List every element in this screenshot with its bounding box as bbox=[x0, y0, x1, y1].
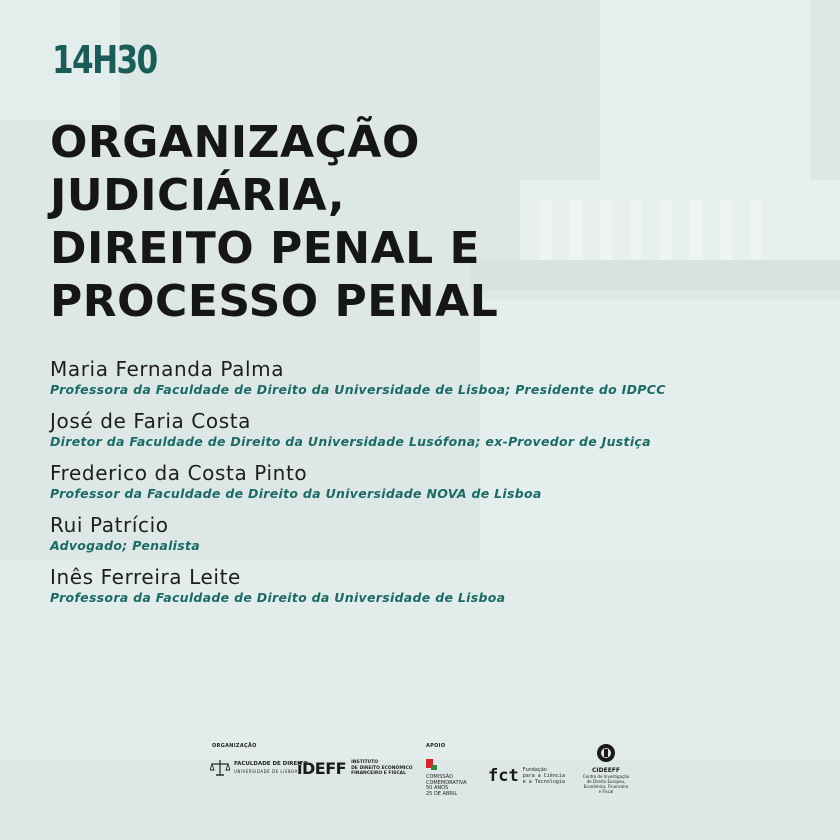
speaker-item bbox=[50, 512, 666, 554]
ideff-line: FINANCEIRO E FISCAL bbox=[351, 771, 407, 777]
speaker-item bbox=[50, 408, 666, 450]
speaker-role: Diretor da Faculdade de Direito da Universidade Lusófona; ex-Provedor de Justiça bbox=[50, 434, 651, 449]
cideeff-emblem-icon bbox=[576, 743, 636, 763]
speaker-role: Advogado; Penalista bbox=[50, 538, 200, 553]
organizacao-label: ORGANIZAÇÃO bbox=[212, 743, 257, 749]
cideeff-logo bbox=[576, 743, 636, 794]
cideeff-line: e Fiscal bbox=[598, 789, 614, 794]
fct-logo bbox=[488, 766, 565, 786]
comissao-line: 25 DE ABRIL bbox=[426, 790, 458, 797]
fct-line: e a Tecnologia bbox=[522, 779, 565, 785]
fct-mark: fct bbox=[488, 766, 519, 786]
ideff-logo bbox=[297, 759, 413, 778]
comissao-line: COMEMORATIVA bbox=[426, 779, 467, 786]
speaker-name: José de Faria Costa bbox=[50, 409, 252, 433]
speaker-list bbox=[50, 356, 666, 616]
ideff-line: INSTITUTO bbox=[351, 760, 379, 766]
session-time: 14H30 bbox=[52, 38, 157, 82]
speaker-item bbox=[50, 356, 666, 398]
carnation-icon bbox=[426, 759, 438, 771]
title-line: ORGANIZAÇÃO bbox=[50, 117, 420, 168]
speaker-name: Frederico da Costa Pinto bbox=[50, 461, 308, 485]
cideeff-line: Económico, Financeiro bbox=[583, 784, 629, 789]
title-line: PROCESSO PENAL bbox=[50, 276, 499, 327]
speaker-name: Rui Patrício bbox=[50, 513, 169, 537]
speaker-name: Maria Fernanda Palma bbox=[50, 357, 285, 381]
speaker-item bbox=[50, 460, 666, 502]
comissao-line: 50 ANOS bbox=[426, 785, 449, 791]
speaker-role: Professora da Faculdade de Direito da Universidade de Lisboa; Presidente do IDPCC bbox=[50, 382, 666, 397]
ideff-line: DE DIREITO ECONÓMICO bbox=[351, 765, 413, 771]
comissao-logo bbox=[426, 756, 467, 797]
speaker-item bbox=[50, 564, 666, 606]
scales-icon bbox=[210, 759, 230, 777]
fdul-subtitle: UNIVERSIDADE DE LISBOA bbox=[234, 769, 298, 774]
fct-line: Fundação bbox=[522, 767, 547, 773]
comissao-line: COMISSÃO bbox=[426, 774, 453, 780]
footer-logos bbox=[0, 740, 840, 830]
speaker-name: Inês Ferreira Leite bbox=[50, 565, 241, 589]
session-title bbox=[50, 116, 498, 328]
fdul-name: FACULDADE DE DIREITO bbox=[234, 761, 308, 767]
cideeff-line: Centro de Investigação bbox=[582, 774, 630, 779]
speaker-role: Professora da Faculdade de Direito da Universidade de Lisboa bbox=[50, 590, 506, 605]
title-line: JUDICIÁRIA, bbox=[50, 170, 346, 221]
fct-line: para a Ciência bbox=[522, 773, 565, 779]
title-line: DIREITO PENAL E bbox=[50, 223, 481, 274]
apoio-label: APOIO bbox=[426, 743, 446, 749]
speaker-role: Professor da Faculdade de Direito da Universidade NOVA de Lisboa bbox=[50, 486, 542, 501]
cideeff-name: CIDEEFF bbox=[591, 767, 620, 774]
ideff-mark: iDEFF bbox=[297, 759, 347, 778]
fdul-logo bbox=[210, 759, 308, 777]
cideeff-line: de Direito Europeu, bbox=[586, 779, 626, 784]
